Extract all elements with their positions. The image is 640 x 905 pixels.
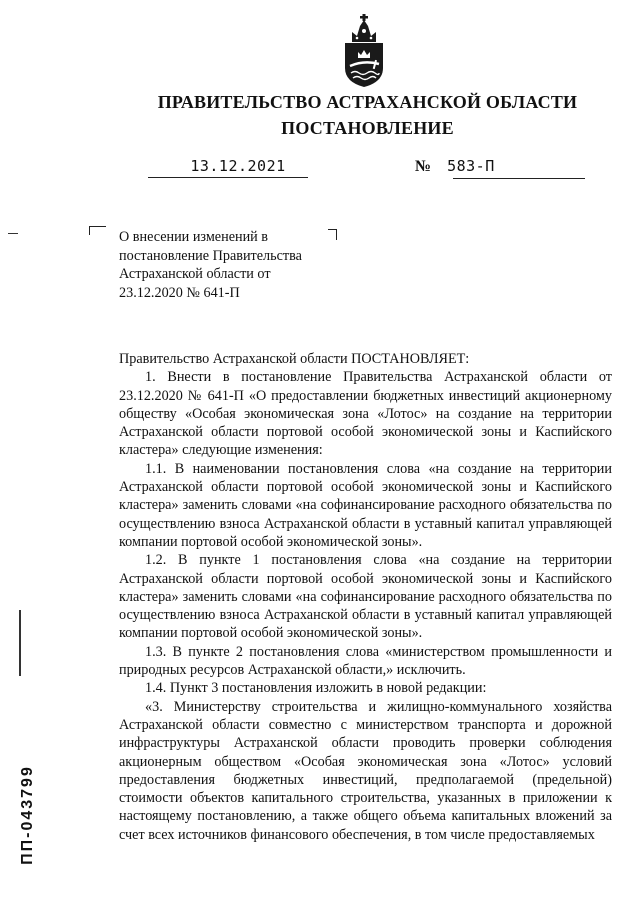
number-field (415, 157, 585, 179)
serial-number-stamp (8, 745, 48, 885)
paragraph: 1.2. В пункте 1 постановления слова «на создание на территории Астраханской области портовой особой экономической зоны и Каспийского кластера» заменить словами «на софинансирование расходного обязательства по осуществлению взноса Астраханской области в уставный капитал управляющей компании портовой особой экономической зоны». (119, 552, 612, 642)
margin-mark (8, 233, 18, 234)
serial-number: ПП-043799 (19, 765, 36, 865)
document-date: 13.12.2021 (190, 157, 286, 175)
government-title: ПРАВИТЕЛЬСТВО АСТРАХАНСКОЙ ОБЛАСТИ (157, 92, 578, 112)
margin-bar (19, 610, 21, 676)
paragraph: 1. Внести в постановление Правительства Астраханской области от 23.12.2020 № 641-П «О предоставлении бюджетных инвестиций акционерному обществу «Особая экономическая зона «Лотос» на создание на территории Астраханской области портовой особой экономической зоны и Каспийского кластера» следующие изменения: (119, 369, 612, 459)
paragraph: 1.3. В пункте 2 постановления слова «министерством промышленности и природных ресурсов Астраханской области,» исключить. (119, 643, 612, 679)
coat-of-arms-icon (339, 12, 389, 88)
preamble: Правительство Астраханской области ПОСТАНОВЛЯЕТ: (119, 351, 470, 367)
date-underline (148, 177, 308, 178)
number-underline (453, 178, 585, 179)
document-subject: О внесении изменений в постановление Правительства Астраханской области от 23.12.2020 № 641-П (119, 229, 302, 301)
document-body (119, 350, 612, 844)
paragraph: «3. Министерству строительства и жилищно-коммунального хозяйства Астраханской области совместно с министерством транспорта и дорожной инфраструктуры Астраханской области проводить проверки соблюдения акционерным обществом «Особая экономическая зона «Лотос» условий предоставления бюджетных инвестиций, предполагаемой (предельной) стоимости объектов капитального строительства, указанных в приложении к настоящему постановлению, а также общего объема капитальных вложений за счет всех источников финансового обеспечения, в том числе предоставляемых (119, 698, 612, 843)
paragraph: 1.1. В наименовании постановления слова «на создание на территории Астраханской области портовой особой экономической зоны и Каспийского кластера» заменить словами «на софинансирование расходного обязательства по осуществлению взноса Астраханской области в уставный капитал управляющей компании портовой особой экономической зоны». (119, 460, 612, 550)
number-sign: № (415, 158, 432, 175)
subject-corner-left-inner (96, 226, 106, 235)
date-field (148, 157, 308, 178)
paragraph: 1.4. Пункт 3 постановления изложить в новой редакции: (145, 680, 487, 697)
document-number: 583-П (447, 157, 495, 175)
document-type: ПОСТАНОВЛЕНИЕ (281, 118, 454, 138)
